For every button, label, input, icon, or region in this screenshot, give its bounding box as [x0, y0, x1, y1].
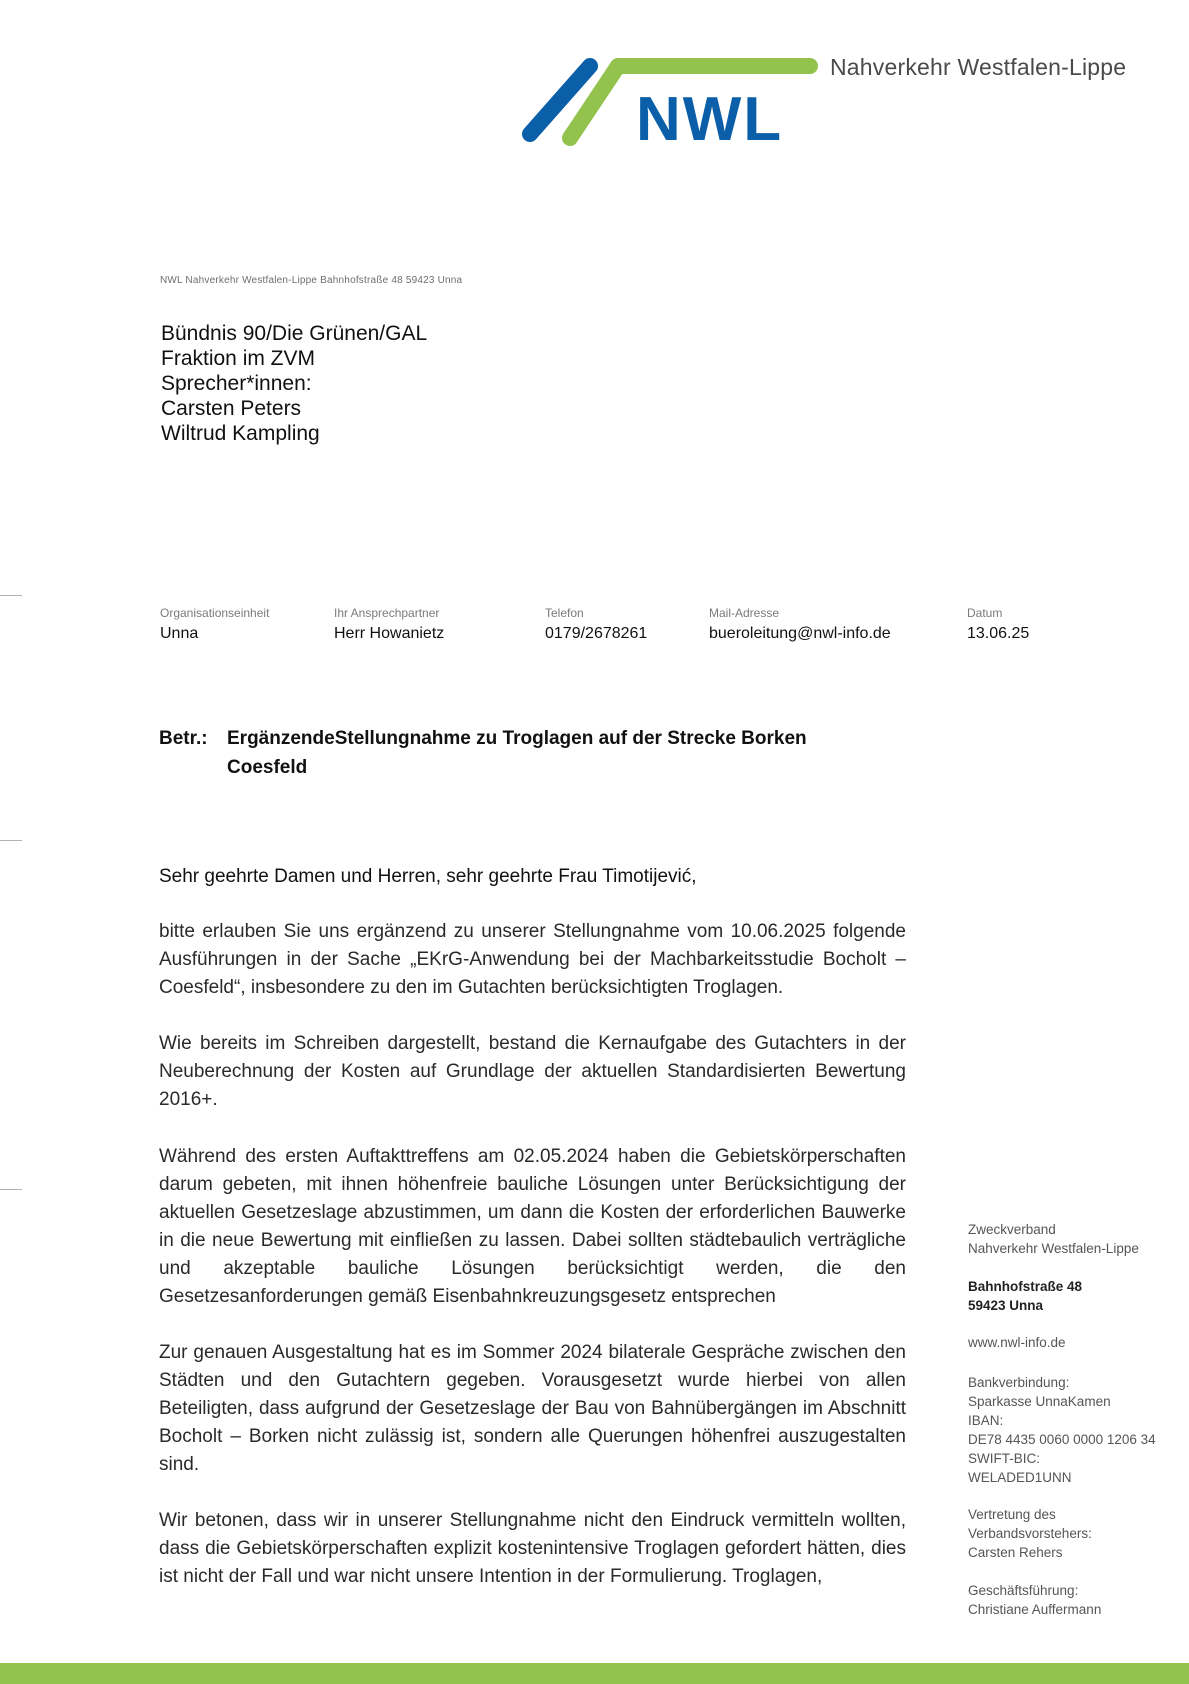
body-paragraph: Wie bereits im Schreiben dargestellt, bestand die Kernaufgabe des Gutachters in der Neuberechnung der Kosten auf Grundlage der aktuellen Standardisierten Bewertung 2016+. — [159, 1033, 906, 1110]
sidebar-text: Nahverkehr Westfalen-Lippe — [968, 1241, 1139, 1256]
sidebar-text: IBAN: — [968, 1413, 1004, 1428]
salutation: Sehr geehrte Damen und Herren, sehr geehrte Frau Timotijević, — [159, 866, 697, 887]
sidebar-text: Geschäftsführung: — [968, 1583, 1079, 1598]
sidebar-text: 59423 Unna — [968, 1298, 1044, 1313]
body-paragraph: Zur genauen Ausgestaltung hat es im Sommer 2024 bilaterale Gespräche zwischen den Städten und den Gutachtern gegeben. Vorausgesetzt wurde hierbei von allen Beteiligten, dass aufgrund der Gesetzeslage der Bau von Bahnübergängen im Abschnitt Bocholt – Borken nicht zulässig ist, sondern alle Querungen höhenfrei auszugestalten sind. — [159, 1342, 906, 1475]
sidebar-text: Bankverbindung: — [968, 1375, 1070, 1390]
sidebar-text: Carsten Rehers — [968, 1545, 1063, 1560]
subject-line: ErgänzendeStellungnahme zu Troglagen auf der Strecke Borken — [227, 728, 807, 749]
nwl-logo — [520, 52, 840, 148]
sidebar-text: DE78 4435 0060 0000 1206 34 — [968, 1432, 1156, 1447]
recipient-line: Sprecher*innen: — [161, 372, 312, 395]
sidebar-org — [968, 1220, 1139, 1258]
info-label: Telefon — [545, 606, 584, 620]
sidebar-text: Christiane Auffermann — [968, 1602, 1102, 1617]
sidebar-web: www.nwl-info.de — [968, 1335, 1066, 1350]
sender-return-address: NWL Nahverkehr Westfalen-Lippe Bahnhofstraße 48 59423 Unna — [160, 275, 463, 286]
footer-bar — [0, 1663, 1189, 1684]
info-organisation — [160, 606, 269, 643]
sidebar-text: Vertretung des — [968, 1507, 1056, 1522]
info-date — [967, 606, 1029, 643]
fold-mark — [0, 595, 22, 596]
recipient-line: Carsten Peters — [161, 397, 302, 420]
info-value: Unna — [160, 625, 199, 642]
fold-mark — [0, 1189, 22, 1190]
fold-mark — [0, 840, 22, 841]
sidebar-representation — [968, 1505, 1092, 1562]
sidebar-text: Verbandsvorstehers: — [968, 1526, 1092, 1541]
info-value: 0179/2678261 — [545, 625, 648, 642]
logo-text: NWL — [636, 85, 784, 148]
body-paragraph: Wir betonen, dass wir in unserer Stellungnahme nicht den Eindruck vermitteln wollten, dass die Gebietskörperschaften explizit kostenintensive Troglagen gefordert hätten, dies ist nicht der Fall und war nicht unsere Intention in der Formulierung. Troglagen, — [159, 1510, 906, 1587]
info-phone — [545, 606, 647, 643]
recipient-address — [161, 321, 427, 446]
recipient-line: Wiltrud Kampling — [161, 422, 320, 445]
subject-label: Betr.: — [159, 728, 208, 749]
info-contact — [334, 606, 444, 643]
sidebar-text: Zweckverband — [968, 1222, 1056, 1237]
body-paragraph: bitte erlauben Sie uns ergänzend zu unserer Stellungnahme vom 10.06.2025 folgende Ausführungen in der Sache „EKrG-Anwendung bei der Machbarkeitsstudie Bocholt – Coesfeld“, insbesondere zu den im Gutachten berücksichtigten Troglagen. — [159, 921, 906, 998]
info-mail — [709, 606, 891, 643]
subject — [159, 724, 807, 782]
sidebar-management — [968, 1581, 1101, 1619]
body-paragraph: Während des ersten Auftakttreffens am 02.05.2024 haben die Gebietskörperschaften darum gebeten, mit ihnen höhenfreie bauliche Lösungen unter Berücksichtigung der aktuellen Gesetzeslage abzustimmen, um dann die Kosten der erforderlichen Bauwerke in die neue Bewertung mit einfließen zu lassen. Dabei sollten städtebaulich verträgliche und akzeptable bauliche Lösungen berücksichtigt werden, die den Gesetzesanforderungen gemäß Eisenbahnkreuzungsgesetz entsprechen — [159, 1146, 906, 1307]
sidebar-text: Bahnhofstraße 48 — [968, 1279, 1083, 1294]
sidebar-text: SWIFT-BIC: — [968, 1451, 1040, 1466]
info-label: Datum — [967, 606, 1003, 620]
info-label: Ihr Ansprechpartner — [334, 606, 440, 620]
info-label: Organisationseinheit — [160, 606, 270, 620]
info-value: bueroleitung@nwl-info.de — [709, 625, 891, 642]
sidebar-text: Sparkasse UnnaKamen — [968, 1394, 1111, 1409]
sidebar-bank — [968, 1373, 1156, 1487]
recipient-line: Fraktion im ZVM — [161, 347, 316, 370]
info-label: Mail-Adresse — [709, 606, 780, 620]
recipient-line: Bündnis 90/Die Grünen/GAL — [161, 322, 428, 345]
subject-line: Coesfeld — [227, 757, 308, 778]
info-value: Herr Howanietz — [334, 625, 445, 642]
logo-tagline: Nahverkehr Westfalen-Lippe — [830, 54, 1127, 80]
sidebar-address — [968, 1277, 1082, 1315]
sidebar-text: WELADED1UNN — [968, 1470, 1072, 1485]
info-value: 13.06.25 — [967, 625, 1030, 642]
